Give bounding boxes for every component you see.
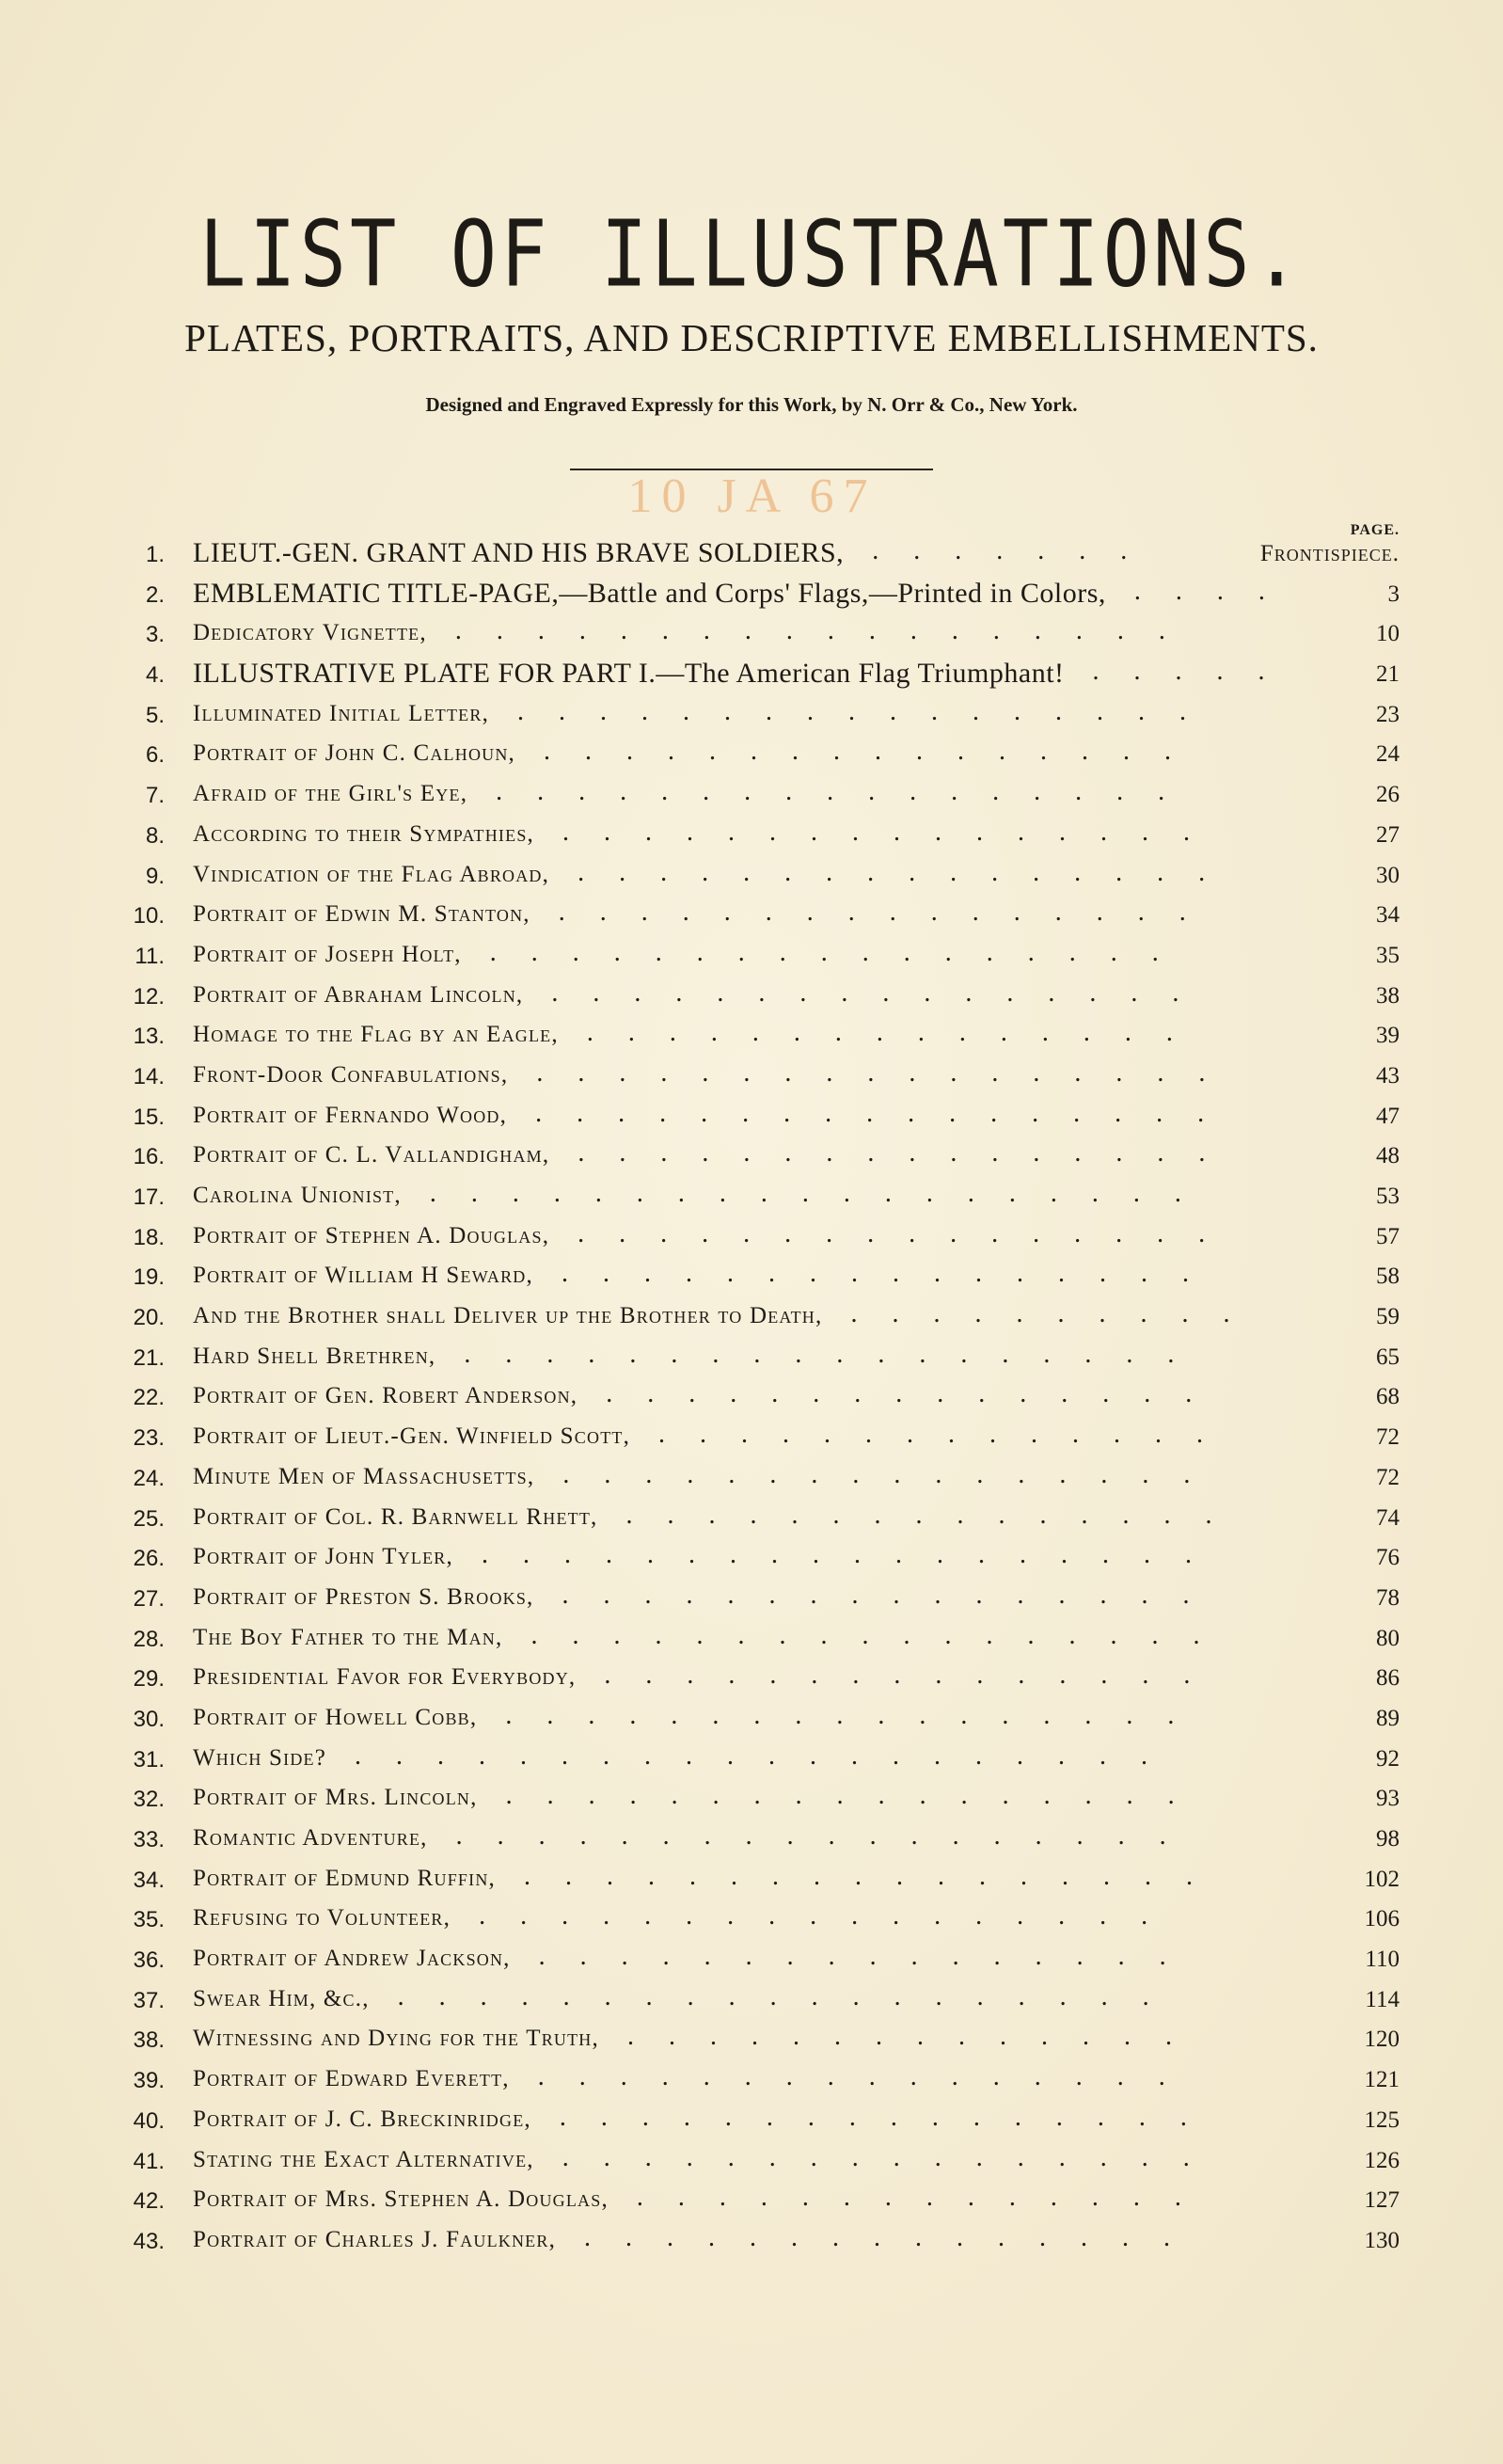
dot-leader: .................. — [481, 1540, 1226, 1570]
list-item — [0, 2141, 1503, 2182]
item-title: LIEUT.-GEN. GRANT AND HIS BRAVE SOLDIERS, — [193, 537, 845, 568]
item-page-number: 39 — [1376, 1023, 1400, 1049]
dot-leader: ................. — [524, 1861, 1227, 1891]
dot-leader: ............... — [584, 2222, 1206, 2252]
item-page-number: 125 — [1364, 2106, 1400, 2133]
list-item — [0, 1338, 1503, 1378]
item-title: According to their Sympathies, — [193, 820, 534, 847]
dot-leader: ................... — [429, 1179, 1216, 1208]
list-item — [0, 816, 1503, 856]
dot-leader: .......... — [850, 1299, 1265, 1329]
dot-leader: ................. — [535, 1098, 1240, 1128]
list-item — [0, 1900, 1503, 1940]
item-page-number: 68 — [1376, 1384, 1400, 1410]
item-page-number: 26 — [1376, 782, 1400, 808]
dot-leader: ................ — [562, 2142, 1225, 2172]
item-number: 33. — [133, 1827, 165, 1852]
item-page-number: 130 — [1364, 2227, 1400, 2253]
list-item — [0, 575, 1503, 615]
list-item — [0, 1177, 1503, 1217]
item-page-number: 72 — [1376, 1424, 1400, 1451]
item-title: Afraid of the Girl's Eye, — [193, 781, 468, 807]
page-column-heading: PAGE. — [1350, 522, 1400, 538]
dot-leader: ................. — [505, 1781, 1210, 1811]
item-title: Portrait of Edwin M. Stanton, — [193, 901, 530, 928]
list-item — [0, 1860, 1503, 1900]
item-title: Refusing to Volunteer, — [193, 1905, 451, 1931]
dot-leader: ................ — [562, 1459, 1226, 1489]
item-page-number: 23 — [1376, 701, 1400, 727]
item-number: 10. — [133, 903, 165, 930]
item-number: 21. — [133, 1344, 165, 1371]
item-number: 11. — [134, 943, 165, 969]
item-title: Portrait of Abraham Lincoln, — [193, 981, 524, 1008]
page-subtitle: PLATES, PORTRAITS, AND DESCRIPTIVE EMBELLISHMENTS. — [184, 316, 1319, 359]
list-item — [0, 1940, 1503, 1980]
list-item — [0, 1499, 1503, 1539]
item-number: 6. — [145, 742, 165, 769]
list-item — [0, 2221, 1503, 2262]
item-title: Hard Shell Brethren, — [193, 1343, 436, 1369]
item-number: 12. — [133, 983, 165, 1009]
list-item — [0, 1257, 1503, 1297]
dot-leader: ............... — [604, 1661, 1226, 1691]
item-title: Homage to the Flag by an Eagle, — [193, 1022, 559, 1048]
item-title: Which Side? — [193, 1744, 327, 1771]
item-number: 38. — [133, 2027, 165, 2054]
list-item — [0, 1377, 1503, 1418]
item-title: Portrait of William H Seward, — [193, 1263, 533, 1289]
dot-leader: .................... — [355, 1741, 1183, 1771]
item-page-number: 47 — [1376, 1103, 1400, 1129]
item-title: Dedicatory Vignette, — [193, 620, 427, 646]
item-title: Portrait of Preston S. Brooks, — [193, 1583, 534, 1610]
item-number: 36. — [133, 1947, 165, 1974]
item-page-number: 86 — [1376, 1665, 1400, 1692]
dot-leader: ................ — [577, 1218, 1241, 1248]
item-page-number: 43 — [1376, 1062, 1400, 1089]
dot-leader: ................ — [551, 978, 1214, 1008]
item-title: Portrait of Stephen A. Douglas, — [193, 1222, 550, 1248]
item-page-number: 126 — [1364, 2147, 1400, 2173]
list-item — [0, 1980, 1503, 2021]
item-title: Portrait of Howell Cobb, — [193, 1704, 478, 1730]
item-number: 30. — [133, 1706, 165, 1732]
list-item — [0, 1820, 1503, 1860]
item-number: 7. — [145, 783, 165, 809]
item-title: Portrait of John Tyler, — [193, 1544, 453, 1570]
item-number: 37. — [133, 1987, 165, 2013]
list-item — [0, 1137, 1503, 1177]
item-page-number: 93 — [1376, 1786, 1400, 1812]
item-number: 26. — [133, 1546, 165, 1572]
dot-leader: .................. — [464, 1339, 1210, 1369]
item-page-number: 98 — [1376, 1826, 1400, 1852]
item-number: 8. — [145, 822, 165, 849]
item-title: Minute Men of Massachusetts, — [193, 1463, 535, 1489]
dot-leader: ................. — [496, 777, 1200, 807]
item-page-number: 106 — [1364, 1906, 1400, 1932]
dot-leader: ................. — [489, 937, 1194, 967]
list-item — [0, 1699, 1503, 1740]
list-item — [0, 1659, 1503, 1699]
list-item — [0, 1538, 1503, 1579]
item-page-number: 38 — [1376, 982, 1400, 1009]
item-page-number: 10 — [1376, 621, 1400, 647]
dot-leader: ....... — [872, 536, 1163, 565]
item-number: 41. — [133, 2148, 165, 2174]
item-page-number: 57 — [1376, 1223, 1400, 1249]
item-title: The Boy Father to the Man, — [193, 1624, 503, 1650]
item-title: Swear Him, &c., — [193, 1985, 370, 2011]
item-page-number: 102 — [1364, 1866, 1400, 1892]
item-page-number: 72 — [1376, 1464, 1400, 1490]
dot-leader: ................. — [536, 1057, 1241, 1088]
list-item — [0, 977, 1503, 1017]
item-number: 31. — [133, 1746, 165, 1772]
item-number: 18. — [133, 1224, 165, 1250]
item-page-number: 127 — [1364, 2187, 1400, 2214]
list-item — [0, 1097, 1503, 1137]
item-number: 1. — [145, 542, 165, 567]
item-page-number: 121 — [1364, 2067, 1400, 2093]
list-item — [0, 1418, 1503, 1458]
list-item — [0, 1579, 1503, 1619]
item-page-number: 3 — [1387, 580, 1400, 607]
dot-leader: ................... — [397, 1981, 1184, 2011]
list-item — [0, 1057, 1503, 1097]
item-title: Portrait of Col. R. Barnwell Rhett, — [193, 1503, 598, 1530]
item-title: Portrait of Lieut.-Gen. Winfield Scott, — [193, 1423, 631, 1450]
item-number: 3. — [145, 622, 165, 648]
item-title: Stating the Exact Alternative, — [193, 2146, 534, 2172]
item-page-number: 110 — [1365, 1947, 1400, 1973]
dot-leader: .................. — [455, 1821, 1201, 1851]
item-number: 14. — [133, 1063, 165, 1089]
item-number: 13. — [133, 1024, 165, 1050]
item-page-number: 48 — [1376, 1143, 1400, 1169]
dot-leader: ................ — [558, 898, 1221, 928]
list-item — [0, 1297, 1503, 1338]
list-item — [0, 775, 1503, 816]
dot-leader: ................ — [537, 2062, 1200, 2092]
dot-leader: .............. — [626, 2022, 1207, 2052]
dot-leader: ................ — [562, 817, 1225, 847]
illustration-list — [0, 534, 1503, 2262]
dot-leader: .............. — [658, 1420, 1239, 1450]
item-title: Presidential Favor for Everybody, — [193, 1664, 577, 1691]
item-page-number: 58 — [1376, 1264, 1400, 1290]
item-page-number: 27 — [1376, 821, 1400, 848]
item-title: Carolina Unionist, — [193, 1183, 402, 1208]
item-page-number: 24 — [1376, 741, 1400, 768]
item-number: 28. — [133, 1626, 165, 1652]
item-page-number: 53 — [1376, 1184, 1400, 1209]
dot-leader: .... — [1133, 576, 1300, 606]
list-item — [0, 1458, 1503, 1499]
list-item — [0, 2101, 1503, 2141]
item-title: Witnessing and Dying for the Truth, — [193, 2026, 599, 2052]
list-item — [0, 1217, 1503, 1258]
dot-leader: ................ — [559, 2102, 1222, 2132]
item-number: 27. — [133, 1585, 165, 1612]
item-number: 39. — [133, 2068, 165, 2094]
dot-leader: ................ — [538, 1942, 1201, 1972]
item-number: 34. — [133, 1867, 165, 1893]
dot-leader: ..... — [1092, 657, 1300, 687]
item-title: Portrait of Mrs. Lincoln, — [193, 1785, 478, 1811]
item-title: Portrait of Gen. Robert Anderson, — [193, 1383, 578, 1409]
dot-leader: ............... — [606, 1379, 1227, 1409]
item-title: ILLUSTRATIVE PLATE FOR PART I.—The American Flag Triumphant! — [193, 658, 1065, 690]
item-number: 29. — [133, 1666, 165, 1693]
list-item — [0, 2181, 1503, 2221]
item-title: EMBLEMATIC TITLE-PAGE,—Battle and Corps' Flags,—Printed in Colors, — [193, 577, 1106, 609]
dot-leader: ................ — [544, 737, 1206, 767]
list-item — [0, 1016, 1503, 1057]
item-title: Front-Door Confabulations, — [193, 1061, 509, 1088]
dot-leader: .............. — [636, 2183, 1216, 2213]
list-item — [0, 856, 1503, 897]
dot-leader: ................. — [479, 1901, 1183, 1931]
item-number: 32. — [133, 1787, 165, 1813]
dot-leader: ................ — [577, 1138, 1241, 1168]
item-title: Portrait of Edmund Ruffin, — [193, 1865, 496, 1891]
item-page-number: 35 — [1376, 942, 1400, 968]
list-item — [0, 1779, 1503, 1820]
item-number: 42. — [133, 2188, 165, 2215]
item-number: 17. — [133, 1184, 165, 1210]
dot-leader: ................. — [505, 1700, 1210, 1730]
list-item — [0, 896, 1503, 936]
item-title: Portrait of Mrs. Stephen A. Douglas, — [193, 2186, 609, 2213]
item-number: 15. — [133, 1104, 165, 1130]
dot-leader: ................ — [577, 857, 1241, 887]
item-number: 22. — [133, 1385, 165, 1411]
item-number: 20. — [133, 1305, 165, 1331]
item-title: Portrait of Joseph Holt, — [193, 941, 462, 967]
list-item — [0, 2060, 1503, 2101]
item-page-number: 114 — [1365, 1986, 1400, 2012]
item-number: 2. — [145, 581, 165, 608]
page-title: LIST OF ILLUSTRATIONS. — [198, 202, 1305, 309]
item-page-number: 59 — [1376, 1304, 1400, 1330]
engraver-credit: Designed and Engraved Expressly for this Work, by N. Orr & Co., New York. — [425, 393, 1078, 416]
dot-leader: ................. — [517, 696, 1222, 726]
item-title: Portrait of C. L. Vallandigham, — [193, 1142, 550, 1168]
item-title: Portrait of Charles J. Faulkner, — [193, 2226, 557, 2252]
dot-leader: ................ — [562, 1580, 1225, 1610]
item-title: Portrait of John C. Calhoun, — [193, 740, 515, 767]
item-page-number: 89 — [1376, 1705, 1400, 1731]
item-number: 35. — [133, 1907, 165, 1933]
item-page-number: 92 — [1376, 1745, 1400, 1772]
item-page-number: 30 — [1376, 862, 1400, 888]
item-number: 40. — [133, 2107, 165, 2134]
item-title: Portrait of Andrew Jackson, — [193, 1946, 511, 1972]
item-number: 24. — [133, 1465, 165, 1491]
item-number: 5. — [145, 702, 165, 728]
item-number: 25. — [133, 1505, 165, 1532]
item-title: Portrait of J. C. Breckinridge, — [193, 2106, 531, 2132]
item-number: 16. — [133, 1144, 165, 1170]
item-number: 4. — [145, 662, 165, 689]
dot-leader: .................. — [454, 616, 1200, 646]
item-page-number: 80 — [1376, 1625, 1400, 1651]
library-date-stamp: 10 JA 67 — [627, 469, 878, 523]
item-number: 19. — [133, 1264, 165, 1291]
dot-leader: ............... — [586, 1018, 1208, 1048]
item-title: Illuminated Initial Letter, — [193, 700, 490, 726]
item-title: Vindication of the Flag Abroad, — [193, 861, 550, 887]
item-page-number: 78 — [1376, 1584, 1400, 1611]
dot-leader: ............... — [625, 1500, 1247, 1530]
list-item — [0, 936, 1503, 977]
list-item — [0, 655, 1503, 695]
item-page-number: 34 — [1376, 902, 1400, 929]
item-number: 43. — [133, 2228, 165, 2254]
list-item — [0, 614, 1503, 655]
dot-leader: ................ — [561, 1259, 1224, 1289]
item-number: 9. — [145, 863, 165, 889]
list-item — [0, 735, 1503, 775]
list-item — [0, 1740, 1503, 1780]
item-title: And the Brother shall Deliver up the Brother to Death, — [193, 1303, 823, 1329]
item-page-number: 76 — [1376, 1545, 1400, 1571]
item-title: Portrait of Edward Everett, — [193, 2066, 510, 2092]
item-page-number: 65 — [1376, 1343, 1400, 1370]
item-title: Romantic Adventure, — [193, 1825, 428, 1851]
dot-leader: ................. — [530, 1620, 1235, 1650]
list-item — [0, 1619, 1503, 1660]
item-page-number: 120 — [1364, 2027, 1400, 2053]
item-title: Portrait of Fernando Wood, — [193, 1102, 508, 1128]
item-page-number: 74 — [1376, 1504, 1400, 1531]
list-item — [0, 534, 1503, 575]
item-number: 23. — [133, 1425, 165, 1452]
list-item — [0, 695, 1503, 736]
list-item — [0, 2020, 1503, 2060]
item-page-number: 21 — [1376, 661, 1400, 688]
item-page-number: Frontispiece. — [1259, 541, 1400, 566]
